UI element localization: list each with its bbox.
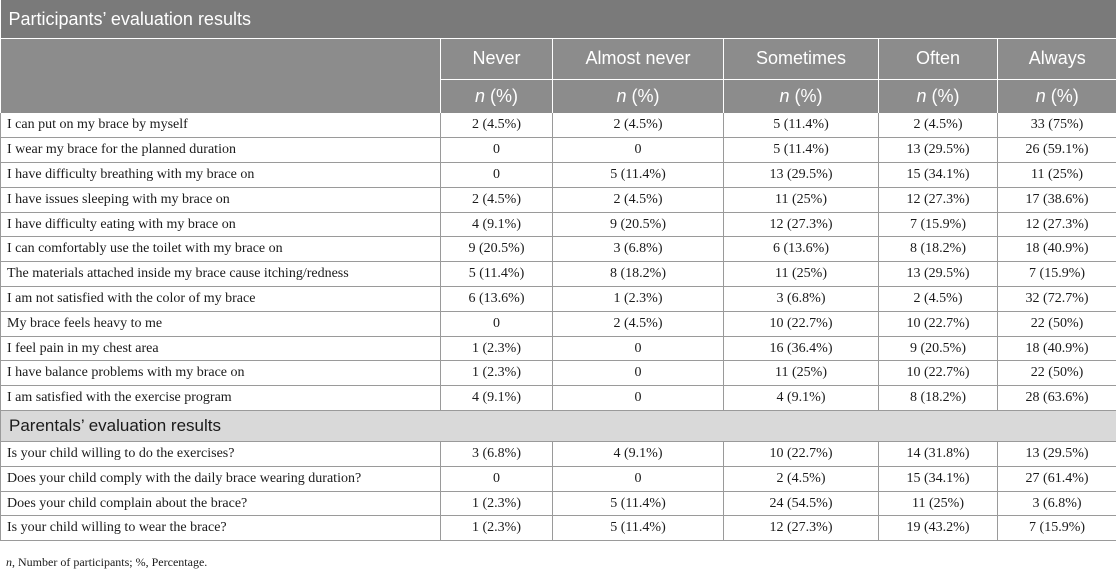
table-cell: 9 (20.5%): [441, 237, 553, 262]
table-row: [1, 386, 1116, 411]
table-cell: 10 (22.7%): [724, 311, 879, 336]
table-cell: 5 (11.4%): [724, 138, 879, 163]
table-cell: 0: [553, 361, 724, 386]
table-cell: 10 (22.7%): [879, 311, 998, 336]
table-cell: 8 (18.2%): [879, 386, 998, 411]
table-cell: 0: [441, 138, 553, 163]
table-row: [1, 138, 1116, 163]
row-label: I am satisfied with the exercise program: [1, 386, 441, 411]
table-cell: 17 (38.6%): [998, 187, 1116, 212]
row-label: I have difficulty eating with my brace on: [1, 212, 441, 237]
table-cell: 12 (27.3%): [879, 187, 998, 212]
table-cell: 9 (20.5%): [879, 336, 998, 361]
subheader-n: n: [474, 85, 485, 106]
table-cell: 27 (61.4%): [998, 466, 1116, 491]
table-cell: 2 (4.5%): [553, 311, 724, 336]
row-label: Is your child willing to do the exercises?: [1, 442, 441, 467]
table-cell: 12 (27.3%): [998, 212, 1116, 237]
column-subheader: [998, 79, 1116, 113]
table-cell: 7 (15.9%): [998, 516, 1116, 541]
table-cell: 3 (6.8%): [441, 442, 553, 467]
table-cell: 18 (40.9%): [998, 336, 1116, 361]
table-cell: 2 (4.5%): [553, 113, 724, 138]
table-row: [1, 336, 1116, 361]
table-cell: 4 (9.1%): [441, 212, 553, 237]
table-cell: 12 (27.3%): [724, 212, 879, 237]
subheader-pct: (%): [926, 85, 960, 106]
row-label: I have difficulty breathing with my brace on: [1, 163, 441, 188]
table-cell: 5 (11.4%): [553, 491, 724, 516]
table-cell: 22 (50%): [998, 311, 1116, 336]
table-cell: 1 (2.3%): [553, 287, 724, 312]
row-label: Is your child willing to wear the brace?: [1, 516, 441, 541]
table-row: [1, 113, 1116, 138]
table-cell: 11 (25%): [724, 262, 879, 287]
table-cell: 16 (36.4%): [724, 336, 879, 361]
subheader-pct: (%): [1045, 85, 1079, 106]
table-cell: 0: [553, 466, 724, 491]
row-label: The materials attached inside my brace cause itching/redness: [1, 262, 441, 287]
table-cell: 7 (15.9%): [879, 212, 998, 237]
row-label: I can comfortably use the toilet with my brace on: [1, 237, 441, 262]
row-label: I have issues sleeping with my brace on: [1, 187, 441, 212]
table-cell: 10 (22.7%): [879, 361, 998, 386]
row-label: I have balance problems with my brace on: [1, 361, 441, 386]
table-cell: 11 (25%): [879, 491, 998, 516]
subheader-pct: (%): [485, 85, 518, 106]
table-cell: 12 (27.3%): [724, 516, 879, 541]
table-cell: 1 (2.3%): [441, 336, 553, 361]
table-cell: 14 (31.8%): [879, 442, 998, 467]
table-cell: 2 (4.5%): [441, 113, 553, 138]
table-row: [1, 262, 1116, 287]
table-cell: 0: [553, 336, 724, 361]
table-cell: 33 (75%): [998, 113, 1116, 138]
subheader-n: n: [779, 85, 790, 106]
row-label-header: [1, 38, 441, 113]
table-cell: 0: [441, 311, 553, 336]
table-cell: 0: [441, 163, 553, 188]
table-row: [1, 287, 1116, 312]
table-cell: 32 (72.7%): [998, 287, 1116, 312]
column-subheader: [553, 79, 724, 113]
table-cell: 11 (25%): [998, 163, 1116, 188]
participants-section-title: Participants’ evaluation results: [1, 0, 1116, 38]
subheader-pct: (%): [789, 85, 823, 106]
table-cell: 2 (4.5%): [553, 187, 724, 212]
table-cell: 11 (25%): [724, 361, 879, 386]
table-cell: 2 (4.5%): [879, 113, 998, 138]
row-label: I am not satisfied with the color of my brace: [1, 287, 441, 312]
table-cell: 4 (9.1%): [724, 386, 879, 411]
table-cell: 5 (11.4%): [553, 516, 724, 541]
row-label: I can put on my brace by myself: [1, 113, 441, 138]
table-cell: 5 (11.4%): [724, 113, 879, 138]
row-label: Does your child comply with the daily brace wearing duration?: [1, 466, 441, 491]
table-row: [1, 212, 1116, 237]
table-cell: 10 (22.7%): [724, 442, 879, 467]
parents-section-title: Parentals’ evaluation results: [1, 411, 1116, 442]
table-cell: 13 (29.5%): [879, 262, 998, 287]
table-row: [1, 516, 1116, 541]
table-cell: 24 (54.5%): [724, 491, 879, 516]
table-cell: 3 (6.8%): [724, 287, 879, 312]
table-cell: 22 (50%): [998, 361, 1116, 386]
column-subheader: [724, 79, 879, 113]
table-cell: 28 (63.6%): [998, 386, 1116, 411]
participants-section-header: [1, 0, 1116, 38]
column-header-almost-never: Almost never: [553, 38, 724, 79]
table-cell: 8 (18.2%): [879, 237, 998, 262]
table-cell: 7 (15.9%): [998, 262, 1116, 287]
table-cell: 13 (29.5%): [998, 442, 1116, 467]
table-cell: 3 (6.8%): [553, 237, 724, 262]
table-cell: 2 (4.5%): [879, 287, 998, 312]
column-header-never: Never: [441, 38, 553, 79]
row-label: My brace feels heavy to me: [1, 311, 441, 336]
table-row: [1, 491, 1116, 516]
table-cell: 3 (6.8%): [998, 491, 1116, 516]
table-cell: 6 (13.6%): [724, 237, 879, 262]
table-cell: 1 (2.3%): [441, 361, 553, 386]
table-row: [1, 163, 1116, 188]
row-label: I feel pain in my chest area: [1, 336, 441, 361]
column-header-always: Always: [998, 38, 1116, 79]
row-label: Does your child complain about the brace?: [1, 491, 441, 516]
table-cell: 0: [553, 138, 724, 163]
table-cell: 15 (34.1%): [879, 163, 998, 188]
table-cell: 19 (43.2%): [879, 516, 998, 541]
table-cell: 1 (2.3%): [441, 516, 553, 541]
table-cell: 26 (59.1%): [998, 138, 1116, 163]
column-header-often: Often: [879, 38, 998, 79]
parents-section-header: [1, 411, 1116, 442]
subheader-n: n: [1035, 85, 1046, 106]
table-cell: 0: [553, 386, 724, 411]
row-label: I wear my brace for the planned duration: [1, 138, 441, 163]
column-subheader: [879, 79, 998, 113]
table-cell: 15 (34.1%): [879, 466, 998, 491]
table-cell: 13 (29.5%): [724, 163, 879, 188]
table-cell: 1 (2.3%): [441, 491, 553, 516]
column-header-row: [1, 38, 1116, 79]
table-row: [1, 466, 1116, 491]
table-row: [1, 187, 1116, 212]
subheader-n: n: [616, 85, 627, 106]
column-header-sometimes: Sometimes: [724, 38, 879, 79]
table-cell: 2 (4.5%): [441, 187, 553, 212]
table-cell: 5 (11.4%): [553, 163, 724, 188]
table-row: [1, 361, 1116, 386]
table-cell: 4 (9.1%): [441, 386, 553, 411]
subheader-pct: (%): [626, 85, 660, 106]
table-row: [1, 237, 1116, 262]
footnote-n: n: [6, 555, 12, 569]
table-cell: 9 (20.5%): [553, 212, 724, 237]
table-cell: 11 (25%): [724, 187, 879, 212]
table-cell: 6 (13.6%): [441, 287, 553, 312]
table-cell: 8 (18.2%): [553, 262, 724, 287]
table-footnote: [6, 555, 207, 570]
table-row: [1, 311, 1116, 336]
table-cell: 4 (9.1%): [553, 442, 724, 467]
table-cell: 2 (4.5%): [724, 466, 879, 491]
table-cell: 5 (11.4%): [441, 262, 553, 287]
table-cell: 0: [441, 466, 553, 491]
table-row: [1, 442, 1116, 467]
subheader-n: n: [916, 85, 927, 106]
footnote-text: , Number of participants; %, Percentage.: [12, 555, 208, 569]
column-subheader: [441, 79, 553, 113]
table-cell: 13 (29.5%): [879, 138, 998, 163]
table-cell: 18 (40.9%): [998, 237, 1116, 262]
